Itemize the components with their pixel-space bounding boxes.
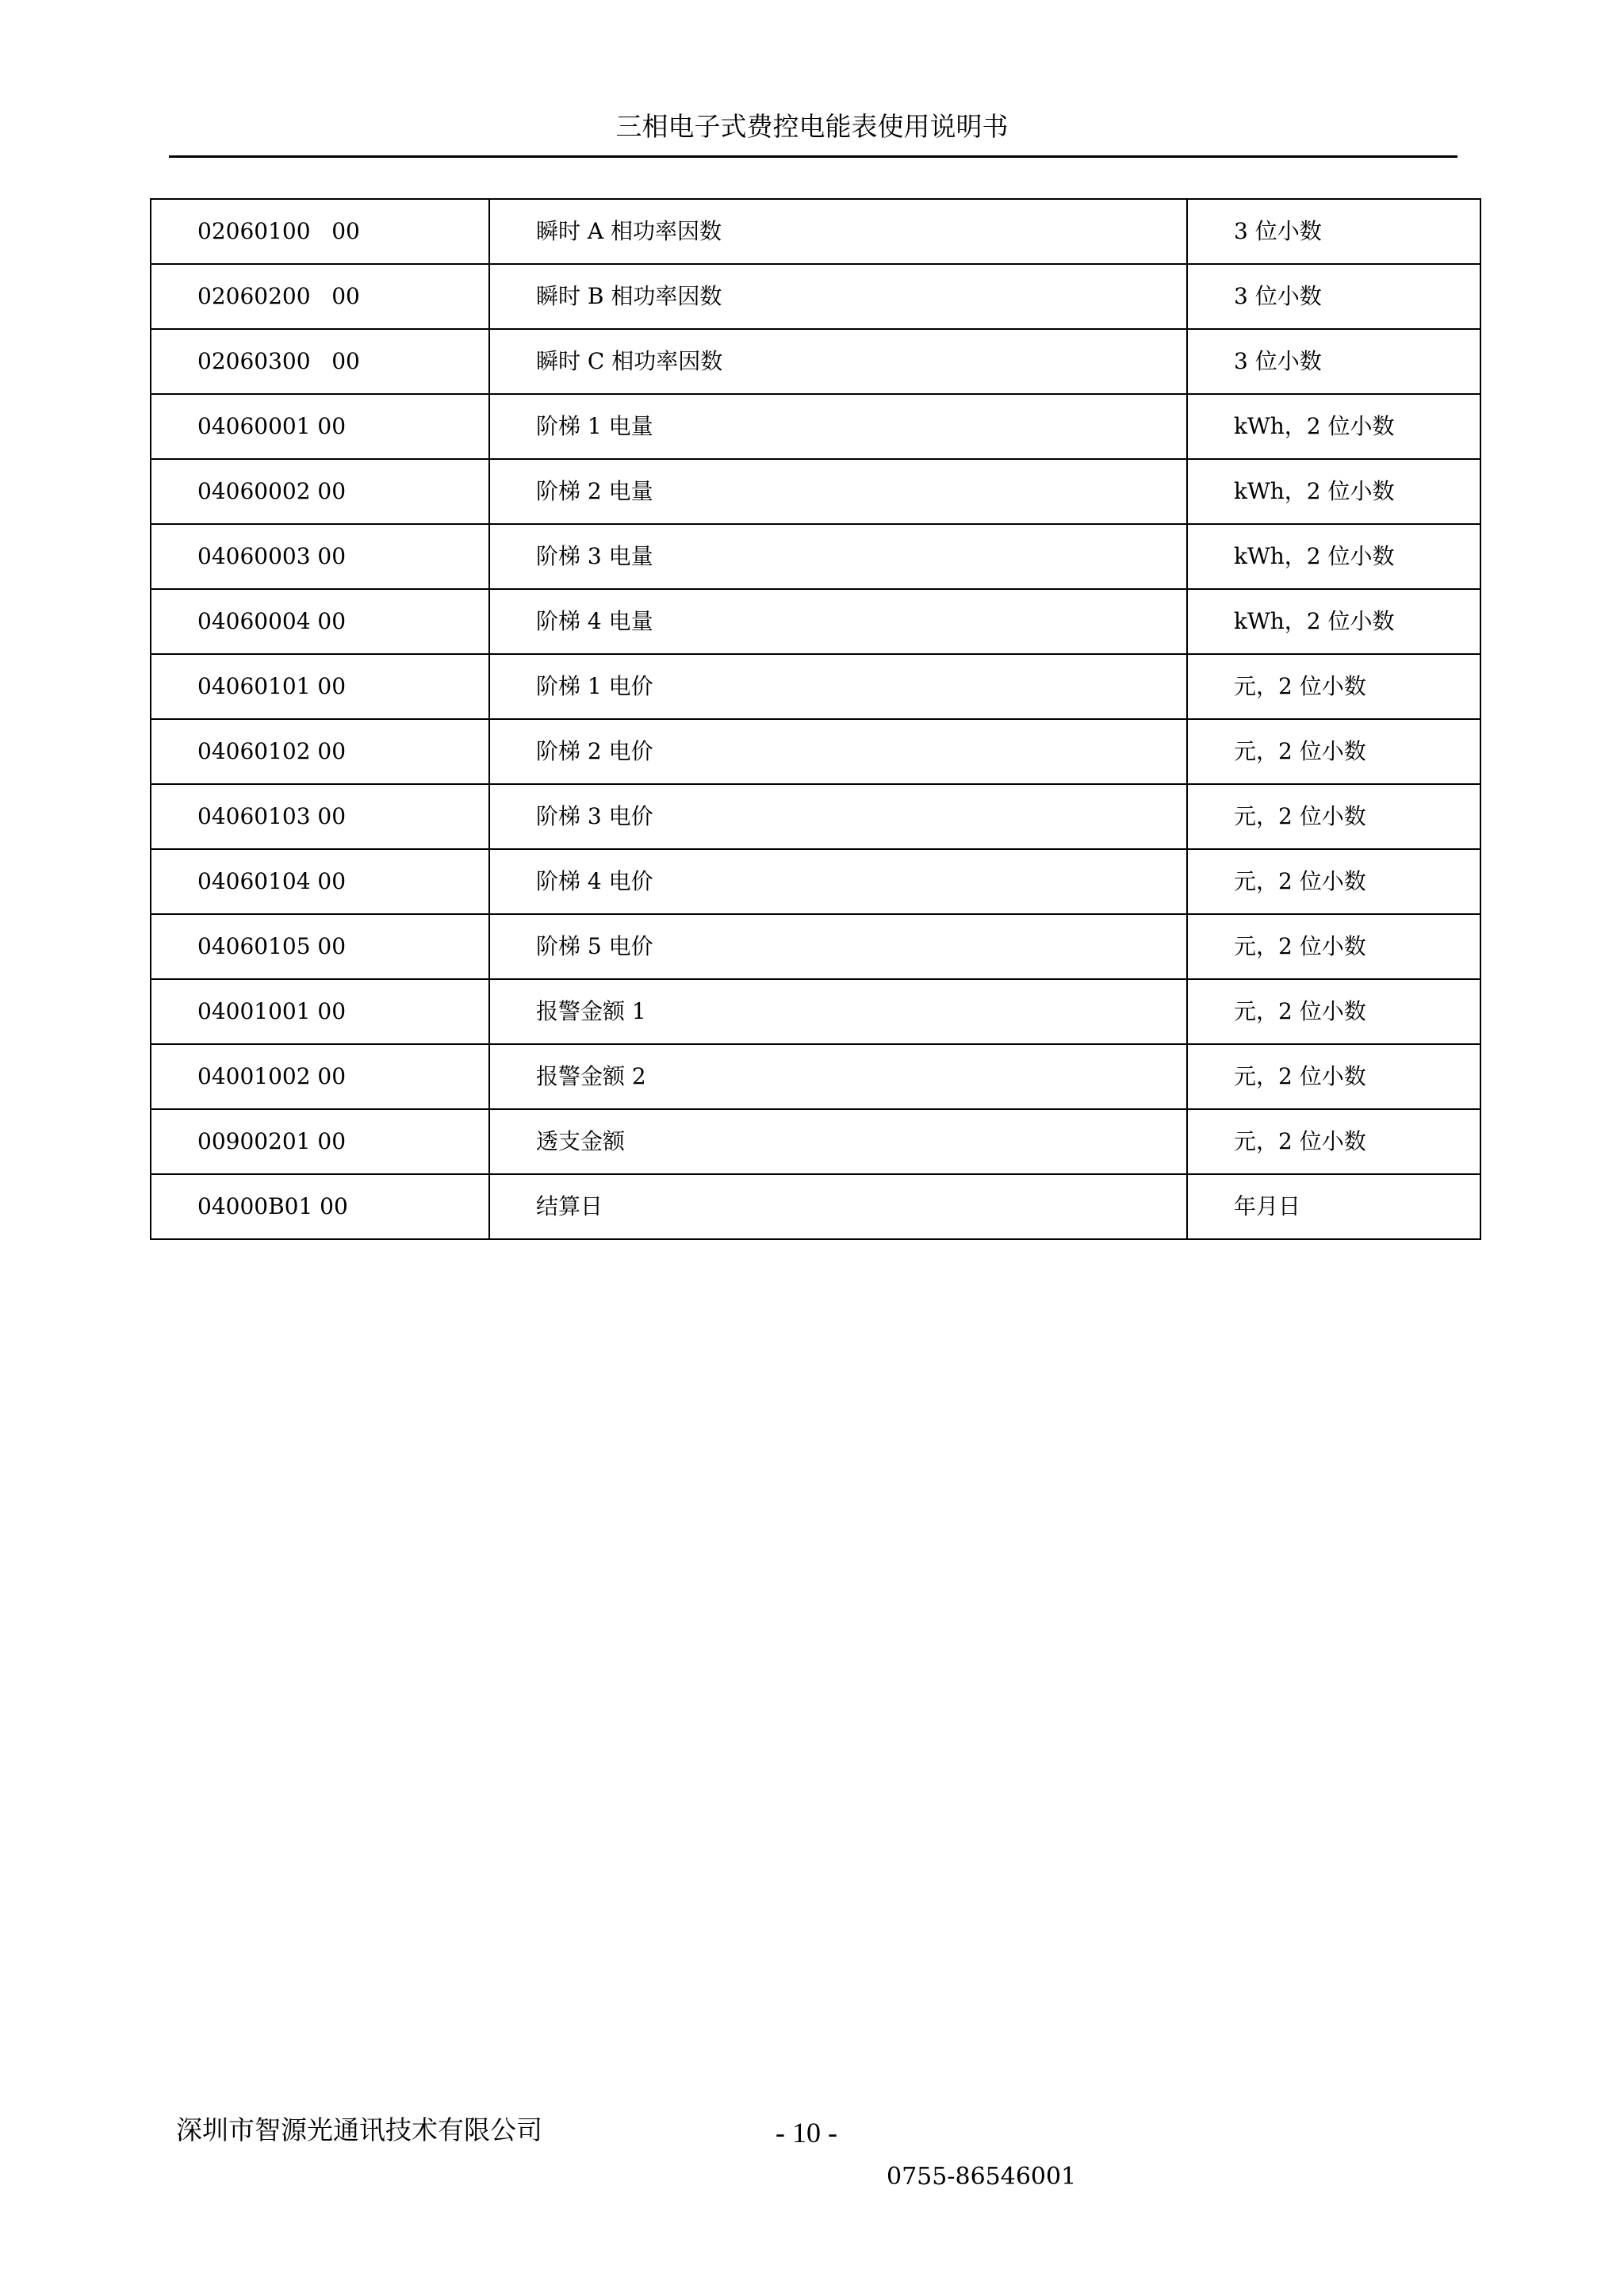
data-format-cell: kWh，2 位小数 [1187, 459, 1480, 524]
table-body [151, 199, 1480, 1239]
header-divider [169, 155, 1457, 158]
data-identifier-table [150, 198, 1481, 1240]
data-item-name-cell: 报警金额 1 [489, 979, 1187, 1044]
table-row [151, 784, 1480, 849]
data-identifier-cell: 04060002 00 [151, 459, 489, 524]
document-title: 三相电子式费控电能表使用说明书 [615, 111, 1009, 142]
data-identifier-cell: 02060100 00 [151, 199, 489, 264]
page-number: - 10 - [776, 2117, 837, 2149]
data-identifier-cell: 04001002 00 [151, 1044, 489, 1109]
data-identifier-cell: 04000B01 00 [151, 1174, 489, 1239]
data-identifier-cell: 04060104 00 [151, 849, 489, 914]
data-format-cell: 3 位小数 [1187, 329, 1480, 394]
footer-phone: 0755-86546001 [887, 2163, 1077, 2191]
table-row [151, 394, 1480, 459]
data-item-name-cell: 阶梯 2 电量 [489, 459, 1187, 524]
table-row [151, 459, 1480, 524]
data-item-name-cell: 阶梯 3 电价 [489, 784, 1187, 849]
data-identifier-cell: 04060004 00 [151, 589, 489, 654]
table-row [151, 1174, 1480, 1239]
table-row [151, 1109, 1480, 1174]
data-format-cell: 3 位小数 [1187, 199, 1480, 264]
data-item-name-cell: 阶梯 1 电价 [489, 654, 1187, 719]
data-format-cell: 元，2 位小数 [1187, 719, 1480, 784]
data-item-name-cell: 阶梯 4 电价 [489, 849, 1187, 914]
data-identifier-cell: 04060105 00 [151, 914, 489, 979]
data-format-cell: 元，2 位小数 [1187, 784, 1480, 849]
data-format-cell: 元，2 位小数 [1187, 1109, 1480, 1174]
data-identifier-cell: 04001001 00 [151, 979, 489, 1044]
data-identifier-cell: 04060003 00 [151, 524, 489, 589]
table-row [151, 264, 1480, 329]
data-item-name-cell: 阶梯 2 电价 [489, 719, 1187, 784]
data-item-name-cell: 报警金额 2 [489, 1044, 1187, 1109]
data-identifier-cell: 04060101 00 [151, 654, 489, 719]
data-identifier-cell: 04060103 00 [151, 784, 489, 849]
data-format-cell: 年月日 [1187, 1174, 1480, 1239]
table-row [151, 589, 1480, 654]
data-format-cell: kWh，2 位小数 [1187, 394, 1480, 459]
data-item-name-cell: 阶梯 1 电量 [489, 394, 1187, 459]
data-format-cell: 元，2 位小数 [1187, 979, 1480, 1044]
data-item-name-cell: 瞬时 B 相功率因数 [489, 264, 1187, 329]
data-format-cell: 元，2 位小数 [1187, 914, 1480, 979]
data-format-cell: kWh，2 位小数 [1187, 524, 1480, 589]
data-item-name-cell: 阶梯 5 电价 [489, 914, 1187, 979]
data-identifier-cell: 04060001 00 [151, 394, 489, 459]
data-identifier-cell: 00900201 00 [151, 1109, 489, 1174]
data-format-cell: 元，2 位小数 [1187, 654, 1480, 719]
data-item-name-cell: 阶梯 4 电量 [489, 589, 1187, 654]
data-identifier-cell: 04060102 00 [151, 719, 489, 784]
table-row [151, 524, 1480, 589]
data-item-name-cell: 结算日 [489, 1174, 1187, 1239]
table-row [151, 979, 1480, 1044]
footer-company-name: 深圳市智源光通讯技术有限公司 [176, 2114, 542, 2145]
table-row [151, 329, 1480, 394]
data-identifier-cell: 02060300 00 [151, 329, 489, 394]
data-item-name-cell: 阶梯 3 电量 [489, 524, 1187, 589]
data-format-cell: kWh，2 位小数 [1187, 589, 1480, 654]
data-item-name-cell: 瞬时 A 相功率因数 [489, 199, 1187, 264]
data-format-cell: 元，2 位小数 [1187, 849, 1480, 914]
data-format-cell: 3 位小数 [1187, 264, 1480, 329]
data-format-cell: 元，2 位小数 [1187, 1044, 1480, 1109]
table-row [151, 719, 1480, 784]
table-row [151, 849, 1480, 914]
table-row [151, 199, 1480, 264]
data-identifier-cell: 02060200 00 [151, 264, 489, 329]
data-item-name-cell: 瞬时 C 相功率因数 [489, 329, 1187, 394]
table-row [151, 914, 1480, 979]
table-row [151, 654, 1480, 719]
data-item-name-cell: 透支金额 [489, 1109, 1187, 1174]
table-row [151, 1044, 1480, 1109]
